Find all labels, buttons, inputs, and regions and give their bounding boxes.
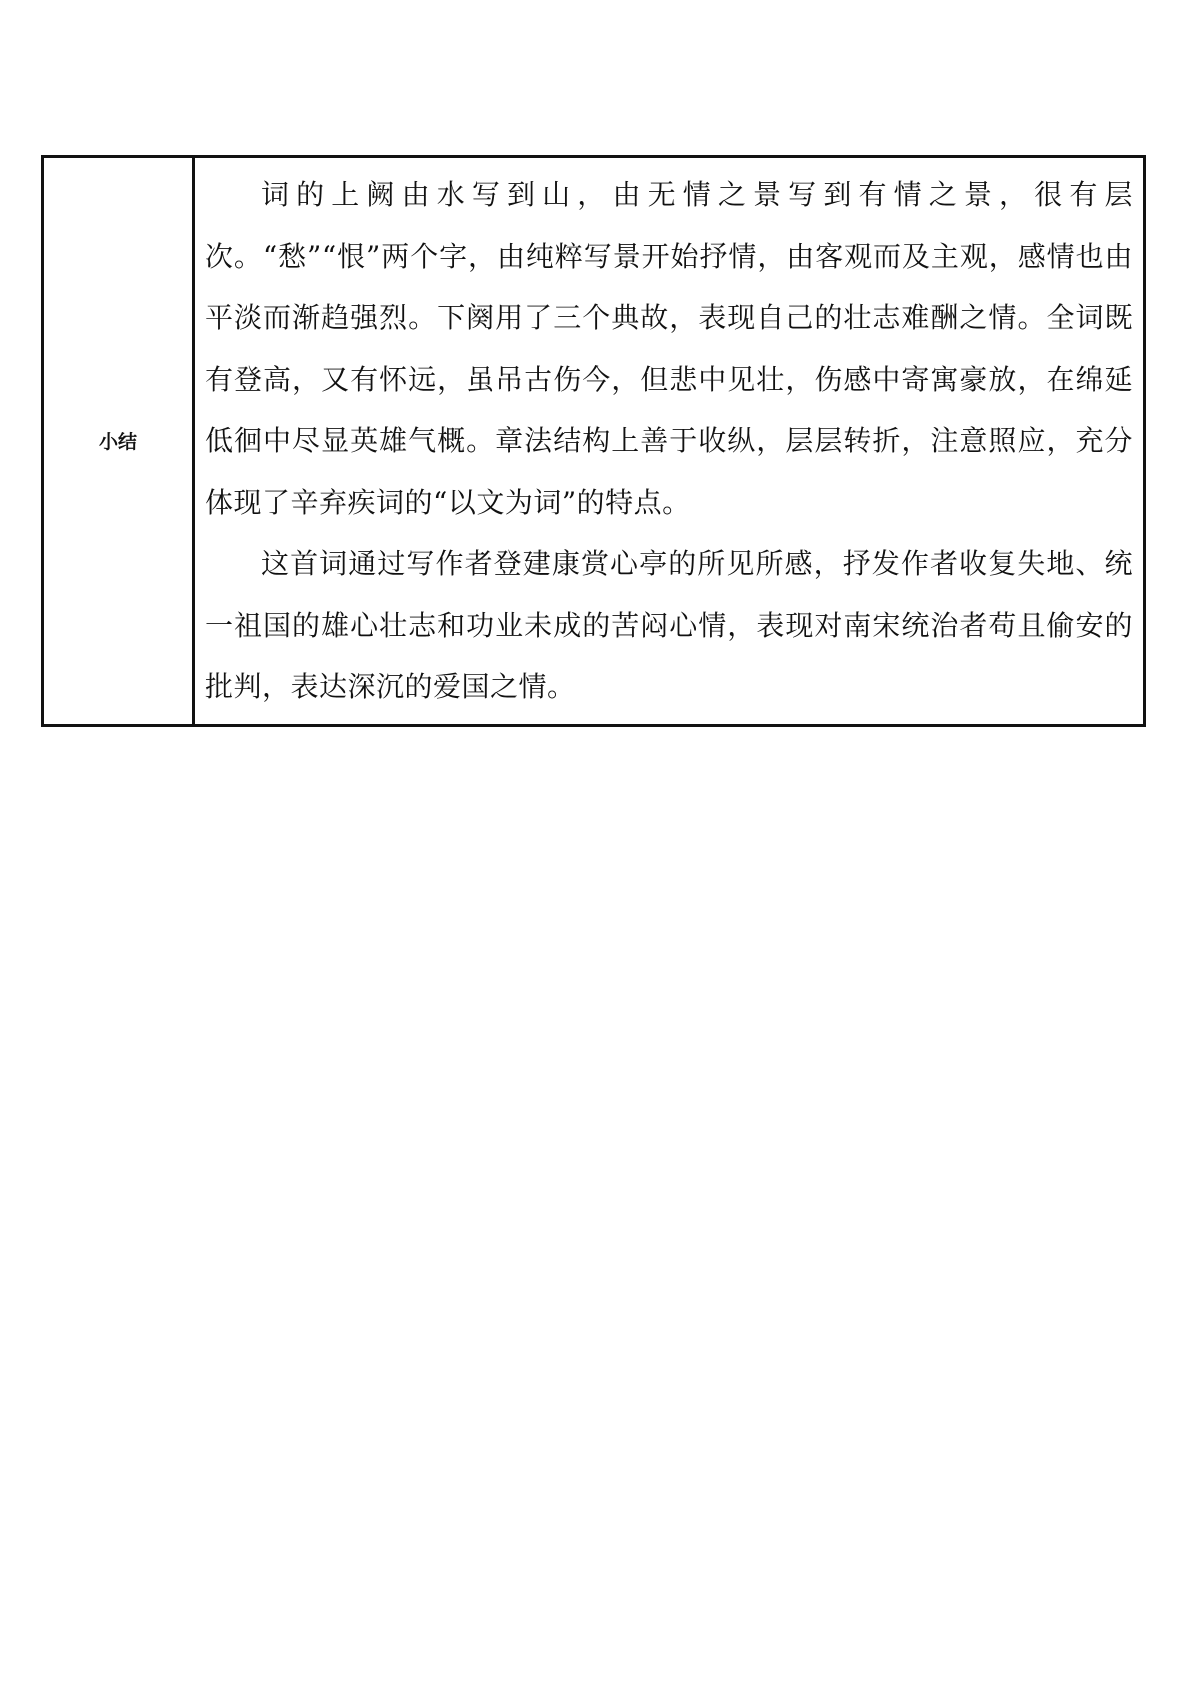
summary-paragraph-2: 这首词通过写作者登建康赏心亭的所见所感，抒发作者收复失地、统一祖国的雄心壮志和功业未成的苦闷心情，表现对南宋统治者苟且偷安的批判，表达深沉的爱国之情。 xyxy=(205,547,1133,703)
summary-paragraph-1: 词的上阙由水写到山，由无情之景写到有情之景，很有层次。“愁”“恨”两个字，由纯粹写景开始抒情，由客观而及主观，感情也由平淡而渐趋强烈。下阕用了三个典故，表现自己的壮志难酬之情。全词既有登高，又有怀远，虽吊古伤今，但悲中见壮，伤感中寄寓豪放，在绵延低徊中尽显英雄气概。章法结构上善于收纵，层层转折，注意照应，充分体现了辛弃疾词的“以文为词”的特点。 xyxy=(205,178,1133,519)
summary-label: 小结 xyxy=(98,431,137,454)
table-row xyxy=(43,157,1145,726)
summary-label-cell xyxy=(43,157,194,726)
summary-content-cell xyxy=(194,157,1145,726)
summary-table xyxy=(41,155,1146,727)
